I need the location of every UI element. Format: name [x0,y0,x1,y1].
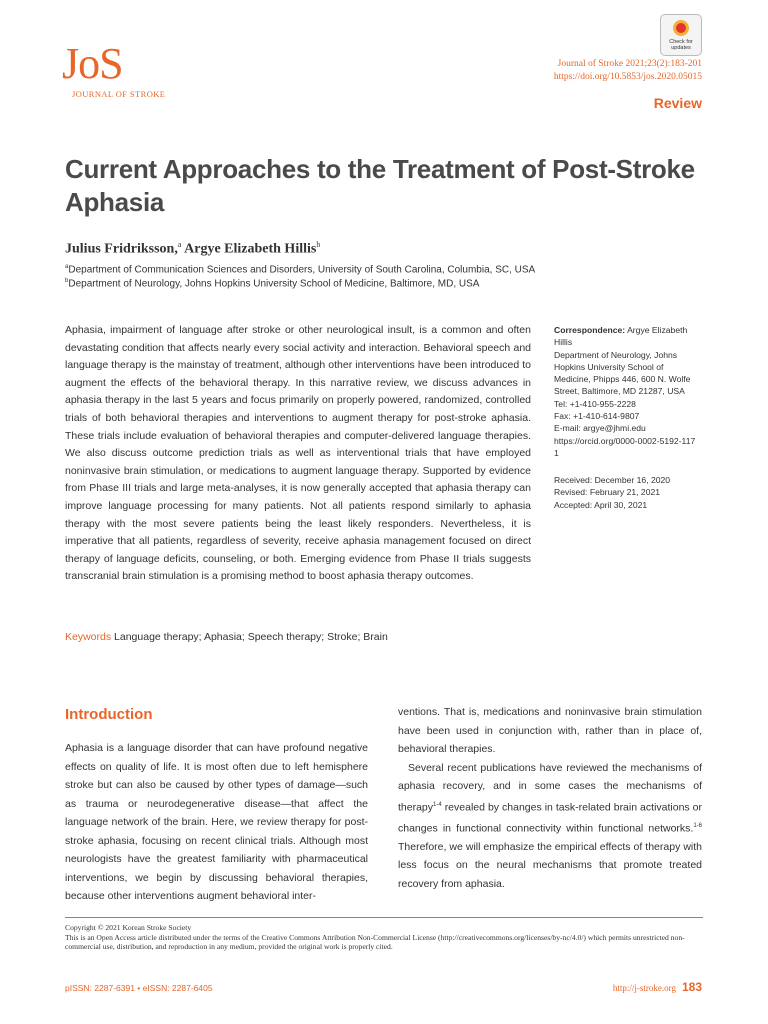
check-for-updates-badge[interactable] [660,14,702,56]
page-number: 183 [681,980,702,994]
affil-marker: b [65,278,69,284]
dates-block [554,474,699,511]
doi-link[interactable]: https://doi.org/10.5853/jos.2020.05015 [553,72,702,82]
article-type: Review [653,95,702,111]
journal-url[interactable]: http://j-stroke.org [612,983,676,993]
author-name: Julius Fridriksson, [65,241,178,257]
check-updates-icon [673,20,689,36]
correspondence-fax: Fax: +1-410-614-9807 [554,411,640,422]
correspondence-address: Department of Neurology, Johns Hopkins University School of Medicine, Phipps 446, 600 N. Wolfe Street, Baltimore, MD 21287, USA [554,349,691,397]
keywords-label: Keywords [65,631,112,643]
issn-line: pISSN: 2287-6391 • eISSN: 2287-6405 [65,983,213,993]
affil-text: Department of Neurology, Johns Hopkins University School of Medicine, Baltimore, MD, USA [68,278,480,290]
affil-text: Department of Communication Sciences and Disorders, University of South Carolina, Columbia, SC, USA [68,264,536,276]
keywords-text: Language therapy; Aphasia; Speech therapy; Stroke; Brain [111,631,388,643]
accepted-date: Accepted: April 30, 2021 [554,499,648,510]
abstract-text: Aphasia, impairment of language after stroke or other neurological insult, is a common and often devastating condition that affects nearly every social activity and interaction. Behavioral speech and language therapy is the mainstay of treatment, although other interventions have been introduced to augment the effects of the behavioral therapy. In this narrative review, we discuss advances in aphasia therapy in the last 5 years and focus primarily on properly powered, randomized, controlled trials of both behavioral therapies and interventions to augment therapy for post-stroke aphasia. These trials include evaluation of behavioral therapies and computer-delivered language therapies. We also discuss outcome prediction trials as well as interventional trials that have employed noninvasive brain stimulation, or medications to augment language therapy. Supported by evidence from Phase III trials and large meta-analyses, it is now generally accepted that aphasia therapy can improve language processing for many patients. Not all patients respond similarly to aphasia therapy with the most severe patients being the least likely responders. Nevertheless, it is imperative that all patients, regardless of severity, receive aphasia management focused on direct therapy of language deficits, counseling, or both. Emerging evidence from Phase II trials suggests transcranial brain stimulation is a promising method to boost aphasia therapy outcomes. [65,324,531,583]
correspondence-name: Argye Elizabeth Hillis [554,325,688,348]
correspondence-tel: Tel: +1-410-955-2228 [554,398,636,409]
journal-logo-subtitle: JOURNAL OF STROKE [72,89,166,99]
intro-text: revealed by changes in task-related brain activations or changes in functional connectivity within functional networks. [398,801,702,834]
section-heading-introduction: Introduction [65,706,153,723]
copyright-block [65,923,705,952]
intro-paragraph [398,759,702,894]
author-name: Argye Elizabeth Hillis [181,241,317,257]
intro-text: Therefore, we will emphasize the empirical effects of therapy with less focus on the neural mechanisms that promote treated recovery from aphasia. [398,840,702,890]
footer-divider [65,917,703,918]
author-list [65,240,320,258]
correspondence-heading [554,324,699,349]
intro-paragraph: ventions. That is, medications and noninvasive brain stimulation have been used in conjunction with, rather than in place of, behavioral therapies. [398,706,702,755]
correspondence-block [554,324,699,459]
affiliation-a [65,264,535,275]
revised-date: Revised: February 21, 2021 [554,487,661,498]
correspondence-label: Correspondence: [554,325,626,335]
intro-text: Several recent publications have reviewed the mechanisms of aphasia recovery, and in some cases the mechanisms of therapy [398,761,702,813]
journal-logo: JoS [62,39,123,88]
intro-column-2 [398,703,702,893]
received-date: Received: December 16, 2020 [554,475,671,485]
citation-line: Journal of Stroke 2021;23(2):183-201 [557,59,702,69]
intro-column-1: Aphasia is a language disorder that can have profound negative effects on quality of life. It is most often due to left hemisphere stroke but can also be caused by other types of damage—such as trauma or neurodegenerative disease—that affect the language network of the brain. Here, we review therapy for post-stroke aphasia, focusing on recent clinical trials. Although most neurologists have the greatest familiarity with pharmaceutical interventions, we begin by discussing behavioral therapies, because other interventions augment behavioral inter- [65,742,368,902]
reference-marker[interactable]: 1-6 [693,822,702,829]
badge-label: Check for updates [669,39,693,51]
license-text: This is an Open Access article distributed under the terms of the Creative Commons Attribution Non-Commercial License (http://creativecommons.org/licenses/by-nc/4.0/) which permits unrestricted non-commercial use, distribution, and reproduction in any medium, provided the original work is properly cited. [65,932,685,952]
citation-block [554,58,702,84]
correspondence-email[interactable]: E-mail: argye@jhmi.edu [554,423,646,434]
copyright-line: Copyright © 2021 Korean Stroke Society [65,923,192,932]
author-affil-marker: b [316,240,321,249]
keywords-line [65,631,388,643]
article-title: Current Approaches to the Treatment of Post-Stroke Aphasia [65,154,695,217]
reference-marker[interactable]: 1-4 [433,801,442,808]
affiliation-b [65,278,479,289]
correspondence-orcid[interactable]: https://orcid.org/0000-0002-5192-1171 [554,435,696,458]
affil-marker: a [65,264,69,270]
author-affil-marker: a [177,240,182,249]
